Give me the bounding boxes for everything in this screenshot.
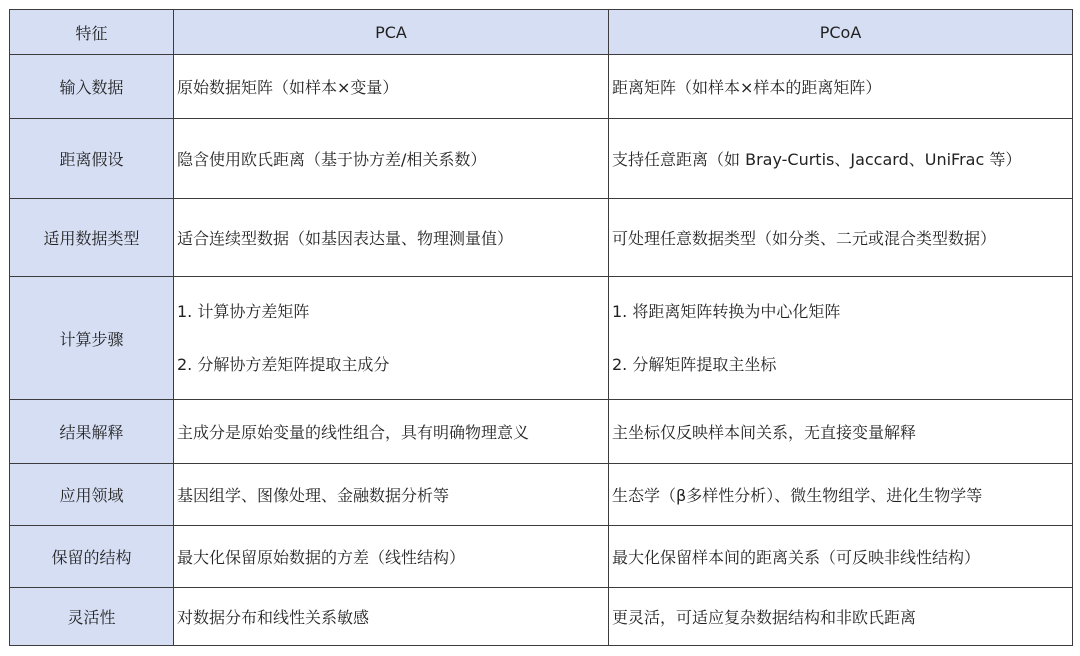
pcoa-cell: 支持任意距离（如 Bray-Curtis、Jaccard、UniFrac 等） bbox=[609, 119, 1073, 199]
feature-label: 灵活性 bbox=[10, 588, 174, 646]
header-row bbox=[10, 10, 1073, 55]
pcoa-cell: 生态学（β多样性分析）、微生物组学、进化生物学等 bbox=[609, 464, 1073, 526]
table-row bbox=[10, 400, 1073, 464]
feature-label: 保留的结构 bbox=[10, 526, 174, 588]
table-row bbox=[10, 199, 1073, 277]
pcoa-step-1: 1. 将距离矩阵转换为中心化矩阵 bbox=[612, 301, 841, 321]
table-row bbox=[10, 55, 1073, 119]
pcoa-cell: 更灵活，可适应复杂数据结构和非欧氏距离 bbox=[609, 588, 1073, 646]
pcoa-cell: 最大化保留样本间的距离关系（可反映非线性结构） bbox=[609, 526, 1073, 588]
table-row bbox=[10, 277, 1073, 400]
pcoa-cell: 距离矩阵（如样本×样本的距离矩阵） bbox=[609, 55, 1073, 119]
pca-cell: 适合连续型数据（如基因表达量、物理测量值） bbox=[174, 199, 609, 277]
pca-steps-cell bbox=[174, 277, 609, 400]
pca-step-2: 2. 分解协方差矩阵提取主成分 bbox=[177, 354, 390, 374]
comparison-table-container bbox=[9, 9, 1073, 646]
feature-label: 适用数据类型 bbox=[10, 199, 174, 277]
pca-step-1: 1. 计算协方差矩阵 bbox=[177, 301, 310, 321]
pca-cell: 对数据分布和线性关系敏感 bbox=[174, 588, 609, 646]
table-row bbox=[10, 464, 1073, 526]
pca-cell: 基因组学、图像处理、金融数据分析等 bbox=[174, 464, 609, 526]
pca-cell: 最大化保留原始数据的方差（线性结构） bbox=[174, 526, 609, 588]
pca-cell: 隐含使用欧氏距离（基于协方差/相关系数） bbox=[174, 119, 609, 199]
feature-label: 计算步骤 bbox=[10, 277, 174, 400]
feature-label: 结果解释 bbox=[10, 400, 174, 464]
header-feature: 特征 bbox=[10, 10, 174, 55]
pca-pcoa-comparison-table bbox=[9, 9, 1073, 646]
pcoa-step-2: 2. 分解矩阵提取主坐标 bbox=[612, 354, 777, 374]
pcoa-cell: 可处理任意数据类型（如分类、二元或混合类型数据） bbox=[609, 199, 1073, 277]
feature-label: 距离假设 bbox=[10, 119, 174, 199]
pca-cell: 主成分是原始变量的线性组合，具有明确物理意义 bbox=[174, 400, 609, 464]
pcoa-cell: 主坐标仅反映样本间关系，无直接变量解释 bbox=[609, 400, 1073, 464]
table-row bbox=[10, 119, 1073, 199]
header-pca: PCA bbox=[174, 10, 609, 55]
pcoa-steps-cell bbox=[609, 277, 1073, 400]
pca-cell: 原始数据矩阵（如样本×变量） bbox=[174, 55, 609, 119]
header-pcoa: PCoA bbox=[609, 10, 1073, 55]
table-row bbox=[10, 588, 1073, 646]
table-row bbox=[10, 526, 1073, 588]
feature-label: 应用领域 bbox=[10, 464, 174, 526]
feature-label: 输入数据 bbox=[10, 55, 174, 119]
